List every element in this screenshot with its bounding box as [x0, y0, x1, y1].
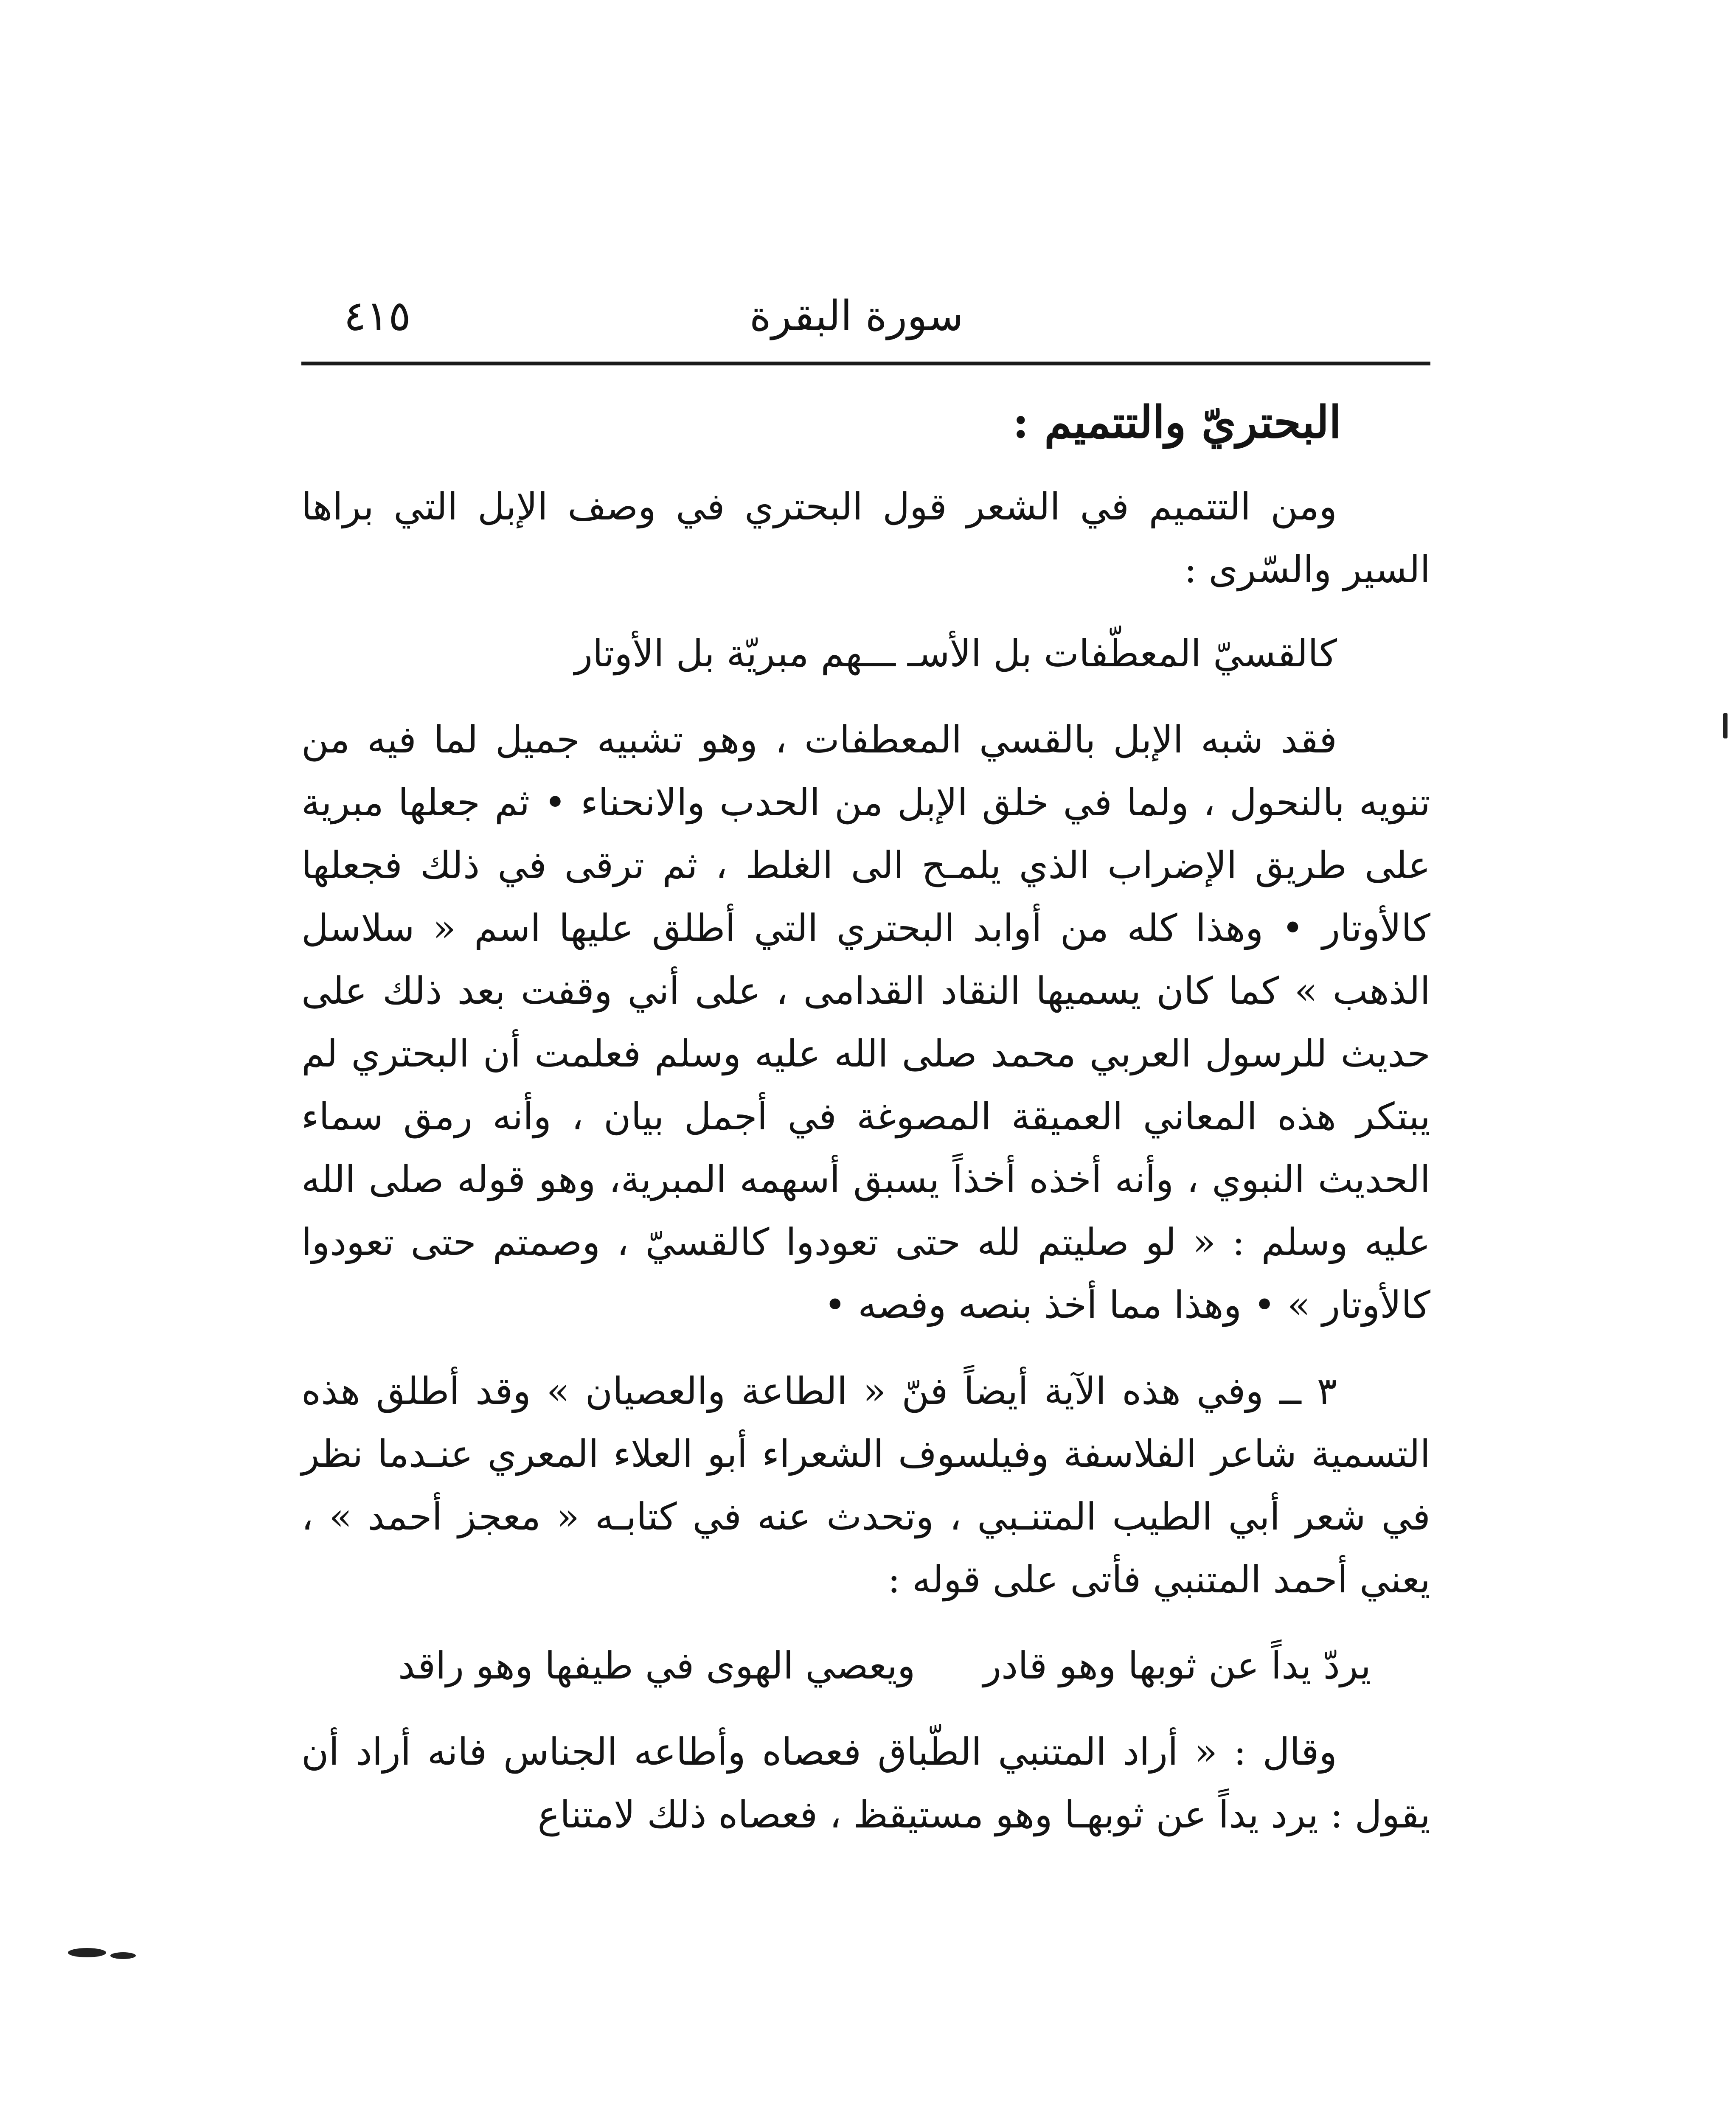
scan-speck	[110, 1952, 136, 1959]
section-3-paragraph: ٣ ــ وفي هذه الآية أيضاً فنّ « الطاعة والعصيان » وقد أطلق هذه التسمية شاعر الفلاسفة وفيلسوف الشعراء أبو العلاء المعري عنـدما نظر في شعر أبي الطيب المتنـبي ، وتحدث عنه في كتابـه « معجز أحمد » ، يعني أحمد المتنبي فأتى على قوله :	[301, 1369, 1430, 1601]
commentary-paragraph: فقد شبه الإبل بالقسي المعطفات ، وهو تشبيه جميل لما فيه من تنويه بالنحول ، ولما في خلق الإبل من الحدب والانحناء • ثم جعلها مبرية على طريق الإضراب الذي يلمـح الى الغلط ، ثم ترقى في ذلك فجعلها كالأوتار • وهذا كله من أوابد البحتري التي أطلق عليها اسم « سلاسل الذهب » كما كان يسميها النقاد القدامى ، على أني وقفت بعد ذلك على حديث للرسول العربي محمد صلى الله عليه وسلم فعلمت أن البحتري لم يبتكر هذه المعاني العميقة المصوغة في أجمل بيان ، وأنه رمق سماء الحديث النبوي ، وأنه أخذه أخذاً يسبق أسهمه المبرية، وهو قوله صلى الله عليه وسلم : « لو صليتم لله حتى تعودوا كالقسيّ ، وصمتم حتى تعودوا كالأوتار » • وهذا مما أخذ بنصه وفصه •	[301, 718, 1430, 1327]
page-number: ٤١٥	[344, 292, 411, 340]
verse-second-hemistich: ويعصي الهوى في طيفها وهو راقد	[398, 1644, 916, 1687]
intro-paragraph: ومن التتميم في الشعر قول البحتري في وصف الإبل التي براها السير والسّرى :	[301, 485, 1430, 591]
header-title: سورة البقرة	[749, 292, 964, 340]
verse-first-hemistich: يردّ يداً عن ثوبها وهو قادر	[983, 1644, 1371, 1687]
running-header	[301, 278, 1430, 359]
verse-line: كالقسيّ المعطّفات بل الأسـ ـــهم مبريّة بل الأوتار	[574, 632, 1337, 675]
page-body	[301, 382, 1430, 2122]
scan-speck	[68, 1948, 106, 1957]
header-rule	[301, 362, 1430, 365]
section-heading: البحتريّ والتتميم :	[1012, 396, 1341, 448]
closing-paragraph: وقال : « أراد المتنبي الطّباق فعصاه وأطاعه الجناس فانه أراد أن يقول : يرد يداً عن ثوبهـا وهو مستيقظ ، فعصاه ذلك لامتناع	[301, 1730, 1430, 1836]
scan-speck	[1723, 713, 1728, 738]
verse-couplet	[301, 1634, 1430, 1697]
